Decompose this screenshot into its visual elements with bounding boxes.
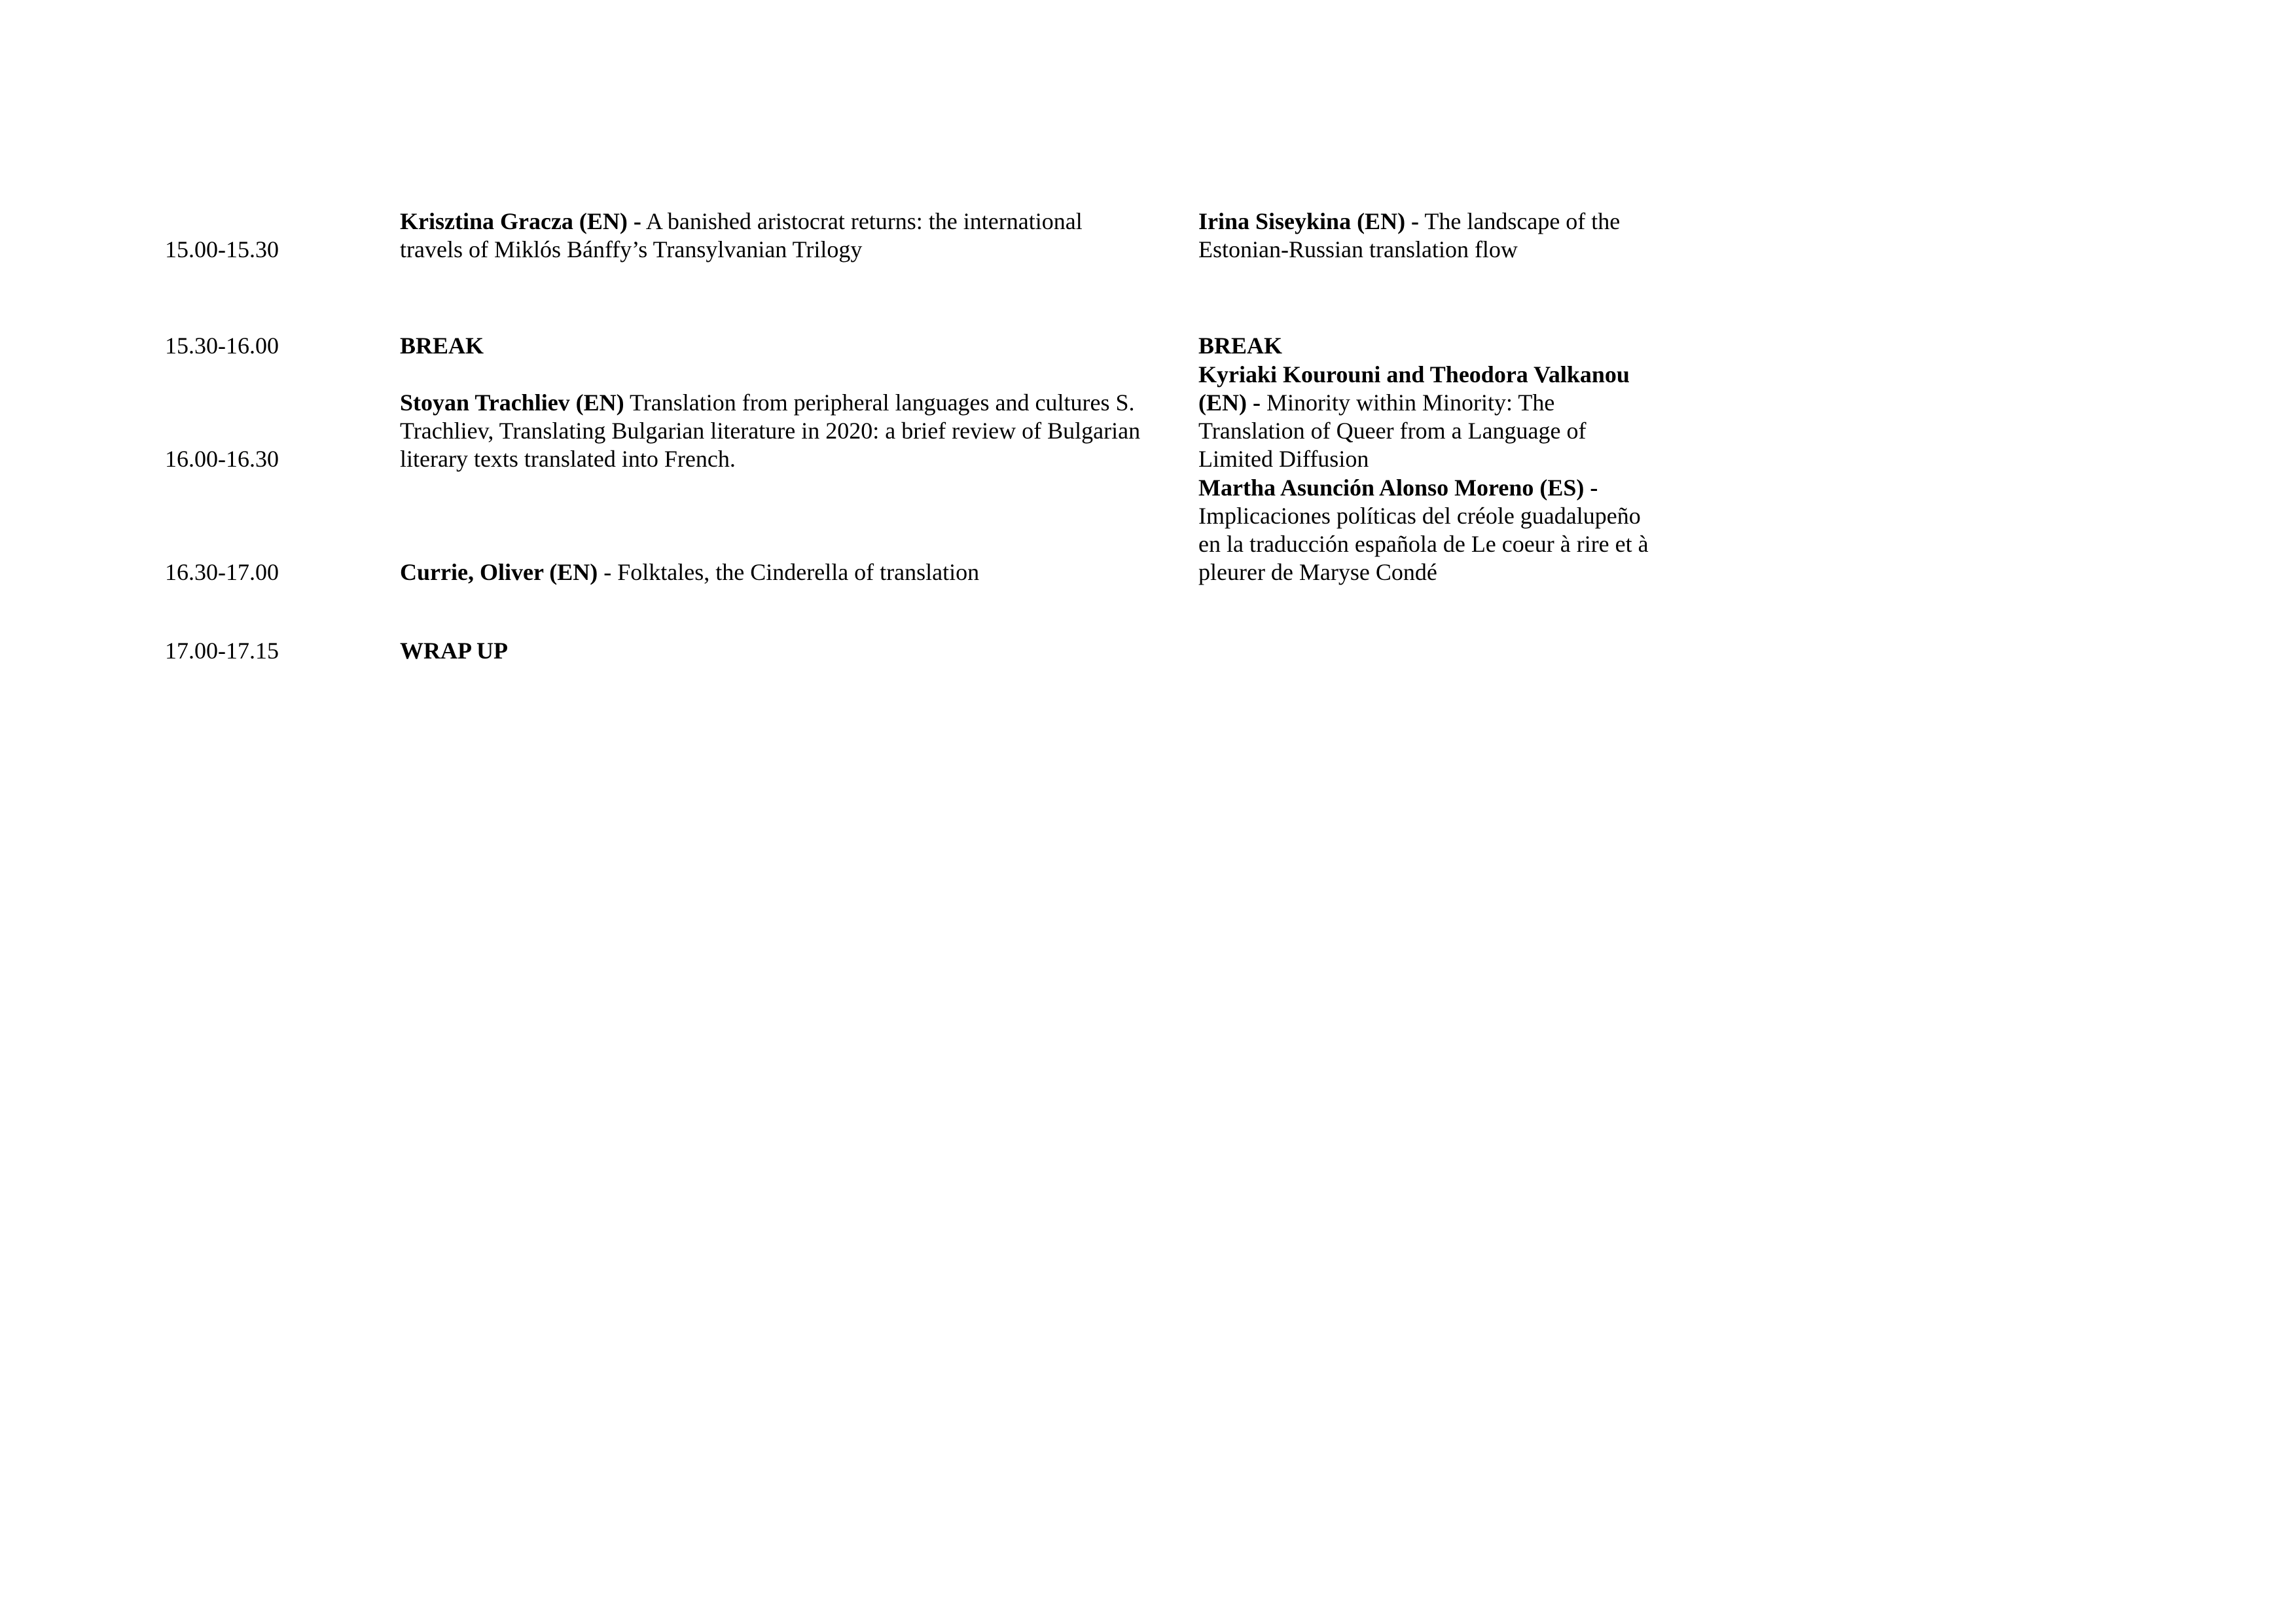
time-slot: 16.00-16.30 — [165, 446, 279, 472]
session-b-entry — [1198, 332, 1696, 360]
entry-line — [400, 208, 1179, 236]
entry-line — [400, 558, 1179, 586]
talk-title: Minority within Minority: The — [1260, 389, 1555, 416]
speaker-name: Irina Siseykina (EN) - — [1198, 208, 1420, 234]
talk-title: Translation of Queer from a Language of — [1198, 418, 1587, 444]
entry-line — [1198, 332, 1696, 360]
session-a-entry — [400, 558, 1179, 586]
session-b-entry — [1198, 361, 1696, 473]
entry-line — [400, 332, 1179, 360]
break-label: BREAK — [400, 333, 484, 359]
talk-title: Translation from peripheral languages and cultures S. — [624, 389, 1135, 416]
entry-line — [1198, 361, 1696, 389]
talk-title: Implicaciones políticas del créole guadalupeño — [1198, 503, 1641, 529]
talk-title: Trachliev, Translating Bulgarian literature in 2020: a brief review of Bulgarian — [400, 418, 1141, 444]
talk-title: The landscape of the — [1419, 208, 1621, 234]
talk-title: A banished aristocrat returns: the international — [641, 208, 1083, 234]
session-a-entry — [400, 389, 1179, 473]
time-slot: 17.00-17.15 — [165, 638, 279, 664]
entry-line — [1198, 236, 1696, 264]
speaker-name: Martha Asunción Alonso Moreno (ES) - — [1198, 475, 1598, 501]
speaker-name: Currie, Oliver (EN) — [400, 559, 598, 585]
session-a-entry — [400, 332, 1179, 360]
entry-line — [1198, 445, 1696, 473]
entry-line — [1198, 502, 1696, 530]
entry-line — [1198, 389, 1696, 417]
break-label: BREAK — [1198, 333, 1283, 359]
entry-line — [1198, 530, 1696, 558]
entry-line — [1198, 208, 1696, 236]
talk-title: en la traducción española de Le coeur à rire et à — [1198, 531, 1649, 557]
speaker-name: (EN) - — [1198, 389, 1261, 416]
talk-title: - Folktales, the Cinderella of translation — [598, 559, 980, 585]
talk-title: literary texts translated into French. — [400, 446, 736, 472]
session-b-entry — [1198, 474, 1696, 586]
entry-line — [1198, 558, 1696, 586]
entry-line — [400, 236, 1179, 264]
entry-line — [1198, 474, 1696, 502]
time-slot: 16.30-17.00 — [165, 559, 279, 585]
speaker-name: Stoyan Trachliev (EN) — [400, 389, 624, 416]
time-slot: 15.00-15.30 — [165, 236, 279, 262]
entry-line — [400, 389, 1179, 417]
speaker-name: Krisztina Gracza (EN) - — [400, 208, 641, 234]
entry-line — [400, 417, 1179, 445]
talk-title: Estonian-Russian translation flow — [1198, 236, 1518, 262]
entry-line — [400, 637, 1179, 665]
talk-title: pleurer de Maryse Condé — [1198, 559, 1437, 585]
wrap-up-label: WRAP UP — [400, 638, 508, 664]
speaker-name: Kyriaki Kourouni and Theodora Valkanou — [1198, 361, 1630, 388]
talk-title: Limited Diffusion — [1198, 446, 1369, 472]
session-a-entry — [400, 208, 1179, 264]
time-slot: 15.30-16.00 — [165, 333, 279, 359]
entry-line — [400, 445, 1179, 473]
session-a-entry — [400, 637, 1179, 665]
session-b-entry — [1198, 208, 1696, 264]
entry-line — [1198, 417, 1696, 445]
talk-title: travels of Miklós Bánffy’s Transylvanian Trilogy — [400, 236, 863, 262]
